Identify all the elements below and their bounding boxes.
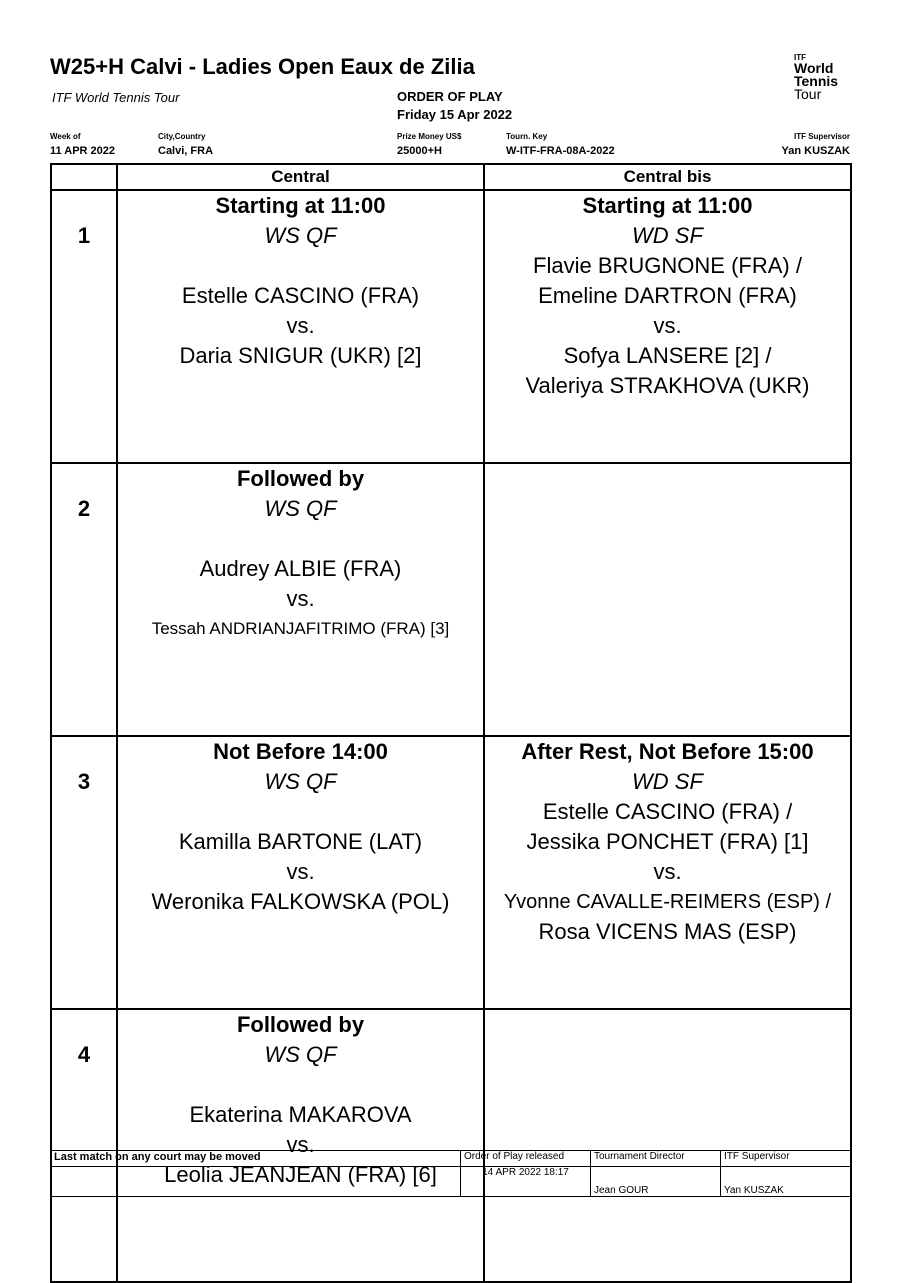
logo-line-1: World (794, 60, 834, 76)
director-value: Jean GOUR (591, 1167, 721, 1197)
versus: vs. (286, 859, 315, 884)
match-cell (117, 190, 484, 463)
match-row (51, 463, 851, 736)
player-line: Yvonne CAVALLE-REIMERS (ESP) / (503, 891, 832, 913)
match-row (51, 736, 851, 1009)
court-header-row (51, 164, 851, 190)
versus: vs. (286, 313, 315, 338)
match-time: Followed by (236, 1012, 365, 1037)
footer-blank (51, 1167, 461, 1197)
released-value: 14 APR 2022 18:17 (461, 1167, 591, 1197)
player-line: Flavie BRUGNONE (FRA) / (533, 253, 802, 278)
player-line: Ekaterina MAKAROVA (189, 1102, 412, 1127)
row-number: 2 (51, 463, 117, 736)
tour-name: ITF World Tennis Tour (52, 90, 180, 105)
order-of-play-heading: ORDER OF PLAY (397, 89, 503, 104)
match-cell (117, 736, 484, 1009)
player-line: Valeriya STRAKHOVA (UKR) (525, 373, 810, 398)
corner-cell (51, 164, 117, 190)
released-label: Order of Play released (461, 1151, 591, 1167)
match-event: WS QF (264, 1042, 337, 1067)
logo-line-3: Tour (794, 86, 822, 102)
match-event: WD SF (632, 769, 703, 794)
player-line (118, 524, 483, 554)
tourn-key-label: Tourn. Key (506, 132, 548, 141)
match-event: WD SF (632, 223, 703, 248)
itf-logo (794, 54, 856, 110)
match-row (51, 190, 851, 463)
match-time: After Rest, Not Before 15:00 (521, 739, 814, 764)
court-header: Central (117, 164, 484, 190)
player-line (118, 797, 483, 827)
player-line: Jessika PONCHET (FRA) [1] (526, 829, 809, 854)
player-line: Emeline DARTRON (FRA) (538, 283, 797, 308)
footer-supervisor-value: Yan KUSZAK (721, 1167, 851, 1197)
supervisor-label: ITF Supervisor (793, 132, 850, 141)
player-line: Estelle CASCINO (FRA) / (542, 799, 793, 824)
city-label: City,Country (158, 132, 206, 141)
versus: vs. (653, 859, 682, 884)
row-number: 4 (51, 1009, 117, 1282)
match-time: Followed by (236, 466, 365, 491)
versus: vs. (286, 1132, 315, 1157)
player-line: Daria SNIGUR (UKR) [2] (179, 343, 422, 368)
match-cell (117, 1009, 484, 1282)
supervisor-value: Yan KUSZAK (781, 145, 850, 157)
match-cell (484, 190, 851, 463)
logo-line-2: Tennis (794, 73, 839, 89)
player-line: Sofya LANSERE [2] / (563, 343, 772, 368)
play-date: Friday 15 Apr 2022 (397, 107, 513, 122)
match-cell (117, 463, 484, 736)
match-time: Not Before 14:00 (213, 739, 388, 764)
match-event: WS QF (264, 769, 337, 794)
footer-table (50, 1150, 851, 1197)
empty-cell (484, 1009, 851, 1282)
versus: vs. (653, 313, 682, 338)
week-value: 11 APR 2022 (50, 145, 116, 157)
player-line: Weronika FALKOWSKA (POL) (151, 889, 450, 914)
match-event: WS QF (264, 223, 337, 248)
player-line: Tessah ANDRIANJAFITRIMO (FRA) [3] (151, 619, 450, 638)
footer-note: Last match on any court may be moved (51, 1151, 461, 1167)
city-value: Calvi, FRA (158, 145, 214, 157)
court-header: Central bis (484, 164, 851, 190)
match-event: WS QF (264, 496, 337, 521)
page-title: W25+H Calvi - Ladies Open Eaux de Zilia (50, 54, 475, 79)
player-line: Rosa VICENS MAS (ESP) (538, 919, 797, 944)
row-number: 1 (51, 190, 117, 463)
versus: vs. (286, 586, 315, 611)
player-line (118, 251, 483, 281)
week-label: Week of (50, 132, 81, 141)
match-row (51, 1009, 851, 1282)
row-number: 3 (51, 736, 117, 1009)
player-line: Audrey ALBIE (FRA) (199, 556, 402, 581)
footer-supervisor-label: ITF Supervisor (721, 1151, 851, 1167)
player-line (118, 1070, 483, 1100)
player-line: Estelle CASCINO (FRA) (181, 283, 420, 308)
player-line: Kamilla BARTONE (LAT) (178, 829, 423, 854)
prize-value: 25000+H (397, 145, 442, 157)
logo-mark: ITF (794, 53, 806, 62)
prize-label: Prize Money US$ (397, 132, 462, 141)
empty-cell (484, 463, 851, 736)
director-label: Tournament Director (591, 1151, 721, 1167)
tourn-key-value: W-ITF-FRA-08A-2022 (506, 145, 615, 157)
player-line: Leolia JEANJEAN (FRA) [6] (164, 1162, 437, 1187)
match-time: Starting at 11:00 (582, 193, 753, 218)
match-cell (484, 736, 851, 1009)
match-time: Starting at 11:00 (215, 193, 386, 218)
schedule-grid (50, 163, 852, 1283)
